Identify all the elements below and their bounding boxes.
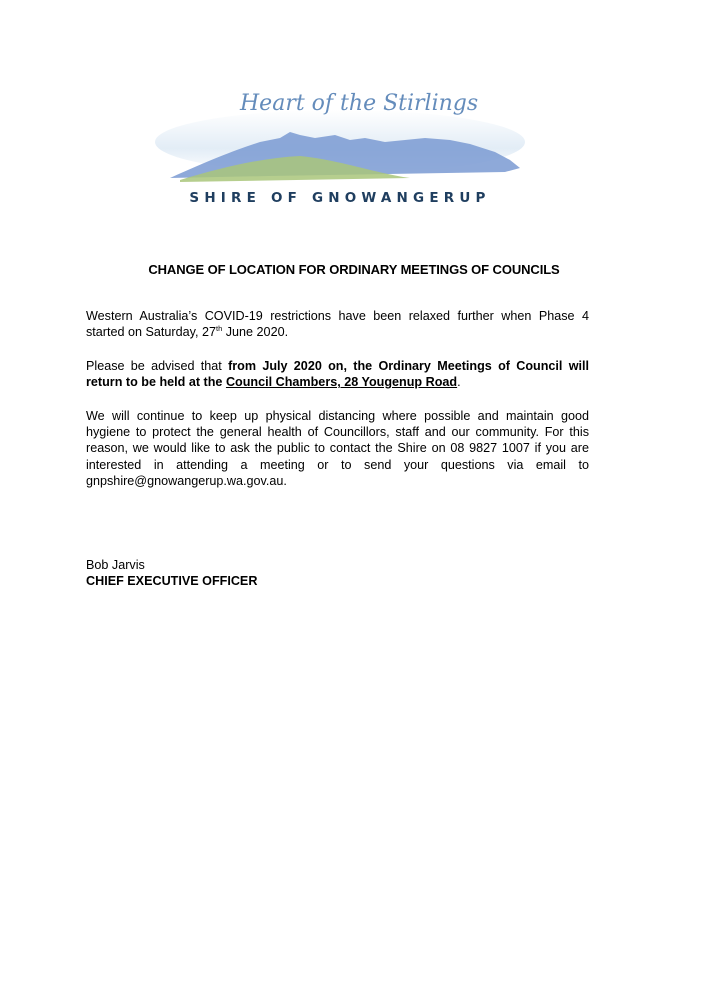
ordinal-suffix: th xyxy=(215,324,223,334)
signatory-name: Bob Jarvis xyxy=(86,558,145,572)
signatory-role: CHIEF EXECUTIVE OFFICER xyxy=(86,574,258,589)
paragraph2-bold: from July 2020 on, the Ordinary Meetings of Council will return to be held at the xyxy=(86,359,589,390)
paragraph1-end: June 2020. xyxy=(222,325,289,340)
paragraph-distancing: We will continue to keep up physical distancing where possible and maintain good hygiene to protect the general health of Councillors, staff and our community. For this reason, we would like to ask the public to contact the Shire on 08 9827 1007 if you are interested in attending a meeting or to send your questions via email to gnpshire@gnowangerup.wa.gov.au. xyxy=(86,409,589,488)
paragraph2-intro: Please be advised that xyxy=(86,359,229,373)
mountain-illustration xyxy=(150,80,530,190)
logo-script-text: Heart of the Stirlings xyxy=(240,91,479,116)
paragraph-location xyxy=(86,358,589,390)
paragraph2-end: . xyxy=(457,375,461,390)
organization-name: SHIRE OF GNOWANGERUP xyxy=(189,190,491,206)
paragraph1-text: Western Australia’s COVID-19 restrictions have been relaxed further when Phase 4 started on Saturday, 27 xyxy=(86,309,589,340)
paragraph-restrictions xyxy=(86,308,589,340)
document-title: CHANGE OF LOCATION FOR ORDINARY MEETINGS OF COUNCILS xyxy=(148,262,560,277)
venue-address: Council Chambers, 28 Yougenup Road xyxy=(225,375,458,390)
signature-block xyxy=(86,557,257,589)
